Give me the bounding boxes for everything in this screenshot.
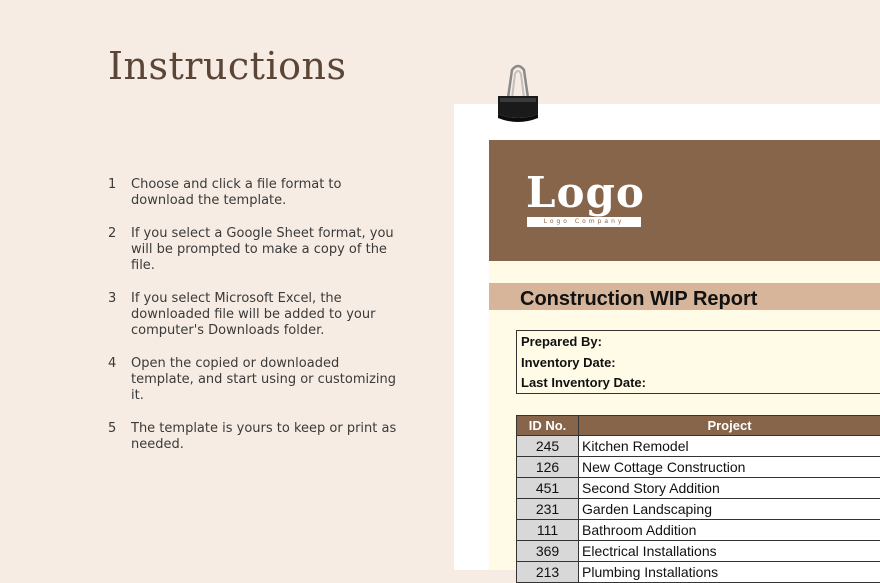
table-row — [516, 499, 880, 520]
step-text: The template is yours to keep or print as needed. — [131, 421, 397, 452]
instruction-step — [108, 421, 408, 453]
logo: Logo — [526, 168, 645, 217]
cell-id: 111 — [516, 520, 578, 541]
step-number: 3 — [108, 291, 117, 306]
cell-id: 231 — [516, 499, 578, 520]
cell-project: Second Story Addition — [578, 478, 880, 499]
step-number: 1 — [108, 177, 117, 192]
table-row — [516, 520, 880, 541]
cell-id: 245 — [516, 436, 578, 457]
cell-project: Garden Landscaping — [578, 499, 880, 520]
cell-project: Bathroom Addition — [578, 520, 880, 541]
instruction-step — [108, 177, 408, 209]
cell-project: New Cottage Construction — [578, 457, 880, 478]
step-text: If you select a Google Sheet format, you will be prompted to make a copy of the file. — [131, 226, 394, 273]
step-number: 5 — [108, 421, 117, 436]
cell-project: Kitchen Remodel — [578, 436, 880, 457]
instruction-step — [108, 356, 408, 404]
header-project: Project — [578, 415, 880, 436]
step-text: Choose and click a file format to download the template. — [131, 177, 342, 208]
report-title: Construction WIP Report — [520, 288, 758, 310]
table-header — [516, 415, 880, 436]
last-inventory-date-label: Last Inventory Date: — [521, 375, 646, 390]
template-preview — [489, 140, 880, 580]
project-table — [516, 415, 880, 583]
cell-id: 369 — [516, 541, 578, 562]
page-title: Instructions — [108, 44, 347, 88]
table-row — [516, 541, 880, 562]
report-title-band — [489, 283, 880, 310]
step-number: 2 — [108, 226, 117, 241]
table-row — [516, 436, 880, 457]
step-number: 4 — [108, 356, 117, 371]
instruction-steps — [108, 177, 408, 470]
table-row — [516, 562, 880, 583]
instruction-step — [108, 226, 408, 274]
instruction-step — [108, 291, 408, 339]
cell-project: Plumbing Installations — [578, 562, 880, 583]
prepared-by-label: Prepared By: — [521, 334, 602, 349]
step-text: Open the copied or downloaded template, and start using or customizing it. — [131, 356, 397, 403]
logo-company: Logo Company — [527, 217, 641, 227]
inventory-date-label: Inventory Date: — [521, 354, 616, 370]
binder-clip-icon — [494, 62, 542, 126]
cell-id: 213 — [516, 562, 578, 583]
cell-id: 451 — [516, 478, 578, 499]
header-id: ID No. — [516, 415, 578, 436]
report-info-box — [516, 330, 880, 394]
table-row — [516, 457, 880, 478]
table-row — [516, 478, 880, 499]
cell-project: Electrical Installations — [578, 541, 880, 562]
cell-id: 126 — [516, 457, 578, 478]
step-text: If you select Microsoft Excel, the downloaded file will be added to your computer's Downloads folder. — [131, 291, 376, 338]
header-band — [489, 140, 880, 261]
